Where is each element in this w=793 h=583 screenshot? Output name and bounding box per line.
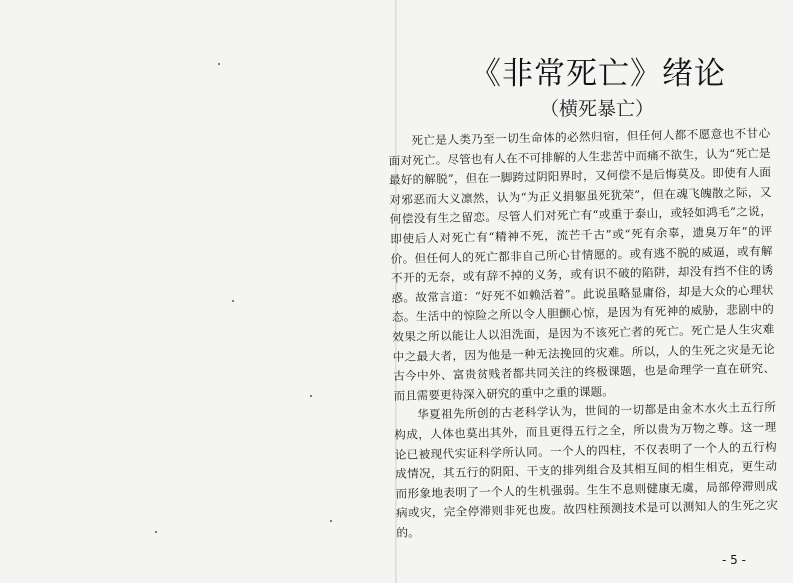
- scan-speck: [330, 520, 332, 522]
- page-number: - 5 -: [722, 553, 746, 567]
- body-text: [388, 124, 779, 543]
- scan-speck: [310, 395, 312, 397]
- paragraph-2: 华夏祖先所创的古老科学认为，世间的一切都是由金木水火土五行所构成，人体也莫出其外，而且更得五行之全，所以贵为万物之尊。这一理论已被现代实证科学所认同。一个人的四柱，不仅表明了一个人的五行构成情况，其五行的阴阳、干支的排列组合及其相互间的相生相克，更生动而形象地表明了一个人的生机强弱。生生不息则健康无虞，局部停滞则成病或灾，完全停滞则非死也废。故四柱预测技术是可以测知人的生死之灾的。: [394, 400, 779, 540]
- paragraph-1: 死亡是人类乃至一切生命体的必然归宿，但任何人都不愿意也不甘心面对死亡。尽管也有人在不可排解的人生悲苦中而痛不欲生，认为“死亡是最好的解脱”，但在一脚跨过阴阳界时，又何偿不是后悔莫及。即使有人面对邪恶而大义凛然，认为“为正义捐躯虽死犹荣”，但在魂飞魄散之际，又何偿没有生之留恋。尽管人们对死亡有“或重于泰山，或轻如鸿毛”之说，即使后人对死亡有“精神不死，流芒千古”或“死有余辜，遗臭万年”的评价。但任何人的死亡都非自己所心甘情愿的。或有逃不脱的威逼，或有解不开的无奈，或有辞不掉的义务，或有识不破的陷阱，却没有挡不住的诱惑。故常言道：“好死不如赖活着”。此说虽略显庸俗，却是大众的心理状态。生活中的惊险之所以令人胆颤心惊，是因为有死神的威胁，悲剧中的效果之所以能让人以泪洗面，是因为不该死亡者的死亡。死亡是人生灾难中之最大者，因为他是一种无法挽回的灾难。所以，人的生死之灾是无论古今中外、富贵贫贱者都共同关注的终极课题，也是命理学一直在研究、而且需要更待深入研究的重中之重的课题。: [388, 125, 776, 403]
- page-title: 《非常死亡》绪论: [470, 56, 726, 92]
- scan-speck: [232, 300, 234, 302]
- page-subtitle: （横死暴亡）: [540, 98, 655, 120]
- scan-speck: [155, 531, 157, 533]
- scan-speck: [218, 63, 220, 65]
